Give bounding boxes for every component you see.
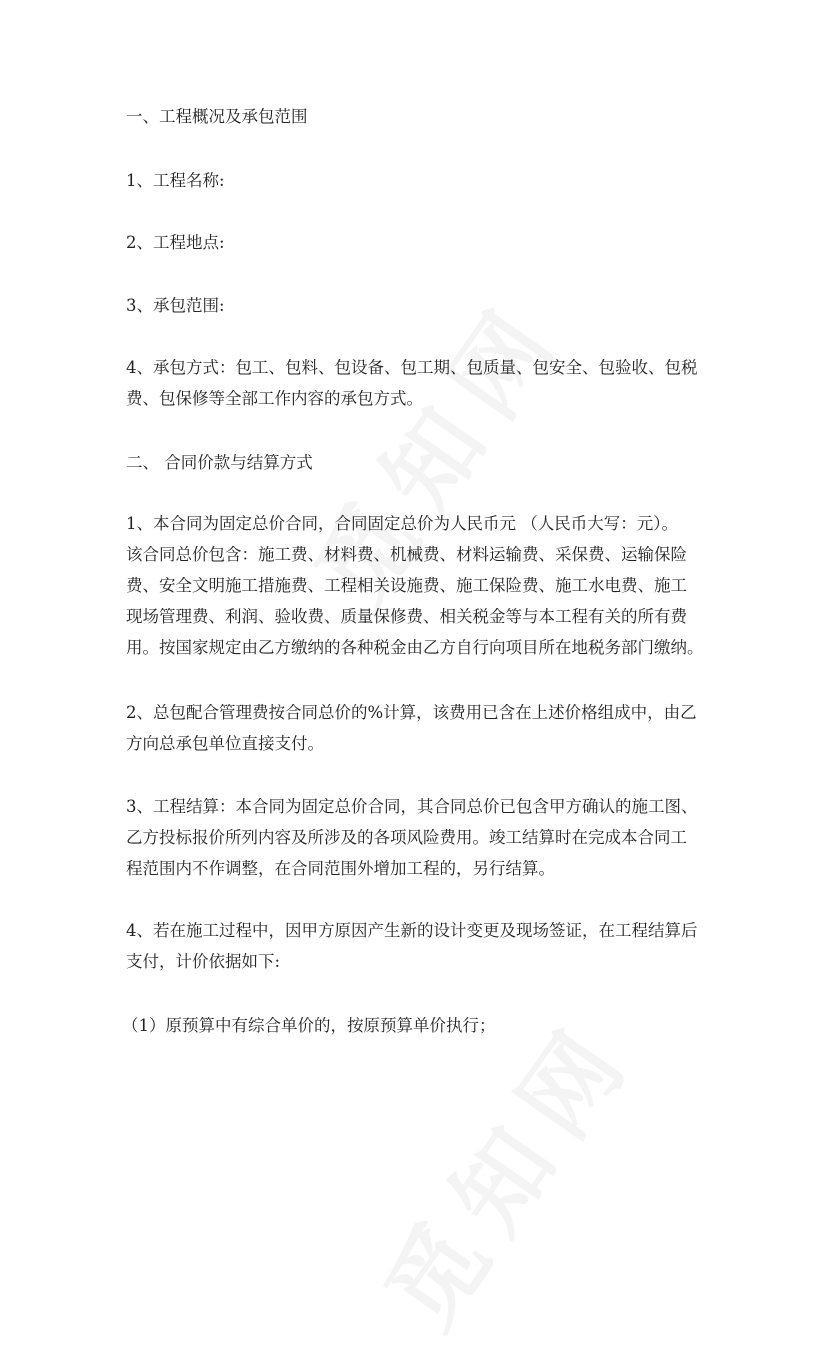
watermark xyxy=(348,987,660,1350)
text-line: 1、工程名称: xyxy=(126,171,225,190)
text-line: 一、工程概况及承包范围 xyxy=(126,107,308,126)
item-contract-scope xyxy=(126,290,716,321)
section-heading-1 xyxy=(126,101,716,132)
item-project-name xyxy=(126,165,716,196)
text-line: 费、包保修等全部工作内容的承包方式。 xyxy=(126,389,423,408)
item-project-location xyxy=(126,227,716,258)
text-line: 现场管理费、利润、验收费、质量保修费、相关税金等与本工程有关的所有费 xyxy=(126,607,687,626)
item-management-fee xyxy=(126,697,716,759)
text-line: 二、 合同价款与结算方式 xyxy=(126,453,313,472)
text-line: 乙方投标报价所列内容及所涉及的各项风险费用。竣工结算时在完成本合同工 xyxy=(126,828,687,847)
text-line: 4、若在施工过程中，因甲方原因产生新的设计变更及现场签证，在工程结算后 xyxy=(126,921,698,940)
text-line: 费、安全文明施工措施费、工程相关设施费、施工保险费、施工水电费、施工 xyxy=(126,576,687,595)
text-line: 方向总承包单位直接支付。 xyxy=(126,734,324,753)
item-settlement xyxy=(126,791,716,884)
text-line: 2、总包配合管理费按合同总价的%计算，该费用已含在上述价格组成中，由乙 xyxy=(126,703,697,722)
item-contract-mode xyxy=(126,352,716,414)
text-line: 2、工程地点: xyxy=(126,233,225,252)
text-line: 3、工程结算：本合同为固定总价合同，其合同总价已包含甲方确认的施工图、 xyxy=(126,797,698,816)
text-line: 4、承包方式：包工、包料、包设备、包工期、包质量、包安全、包验收、包税 xyxy=(126,358,698,377)
text-line: 程范围内不作调整，在合同范围外增加工程的，另行结算。 xyxy=(126,859,555,878)
item-design-change xyxy=(126,915,716,977)
section-heading-2 xyxy=(126,447,716,478)
text-line: 3、承包范围: xyxy=(126,296,225,315)
item-fixed-price xyxy=(126,508,716,663)
text-line: 该合同总价包含：施工费、材料费、机械费、材料运输费、采保费、运输保险 xyxy=(126,545,687,564)
text-line: 1、本合同为固定总价合同，合同固定总价为人民币元 （人民币大写：元）。 xyxy=(126,514,678,533)
text-line: 支付，计价依据如下: xyxy=(126,952,281,971)
text-line: （1）原预算中有综合单价的，按原预算单价执行； xyxy=(122,1016,496,1035)
sub-item-unit-price xyxy=(122,1010,712,1041)
text-line: 用。按国家规定由乙方缴纳的各种税金由乙方自行向项目所在地税务部门缴纳。 xyxy=(126,638,704,657)
